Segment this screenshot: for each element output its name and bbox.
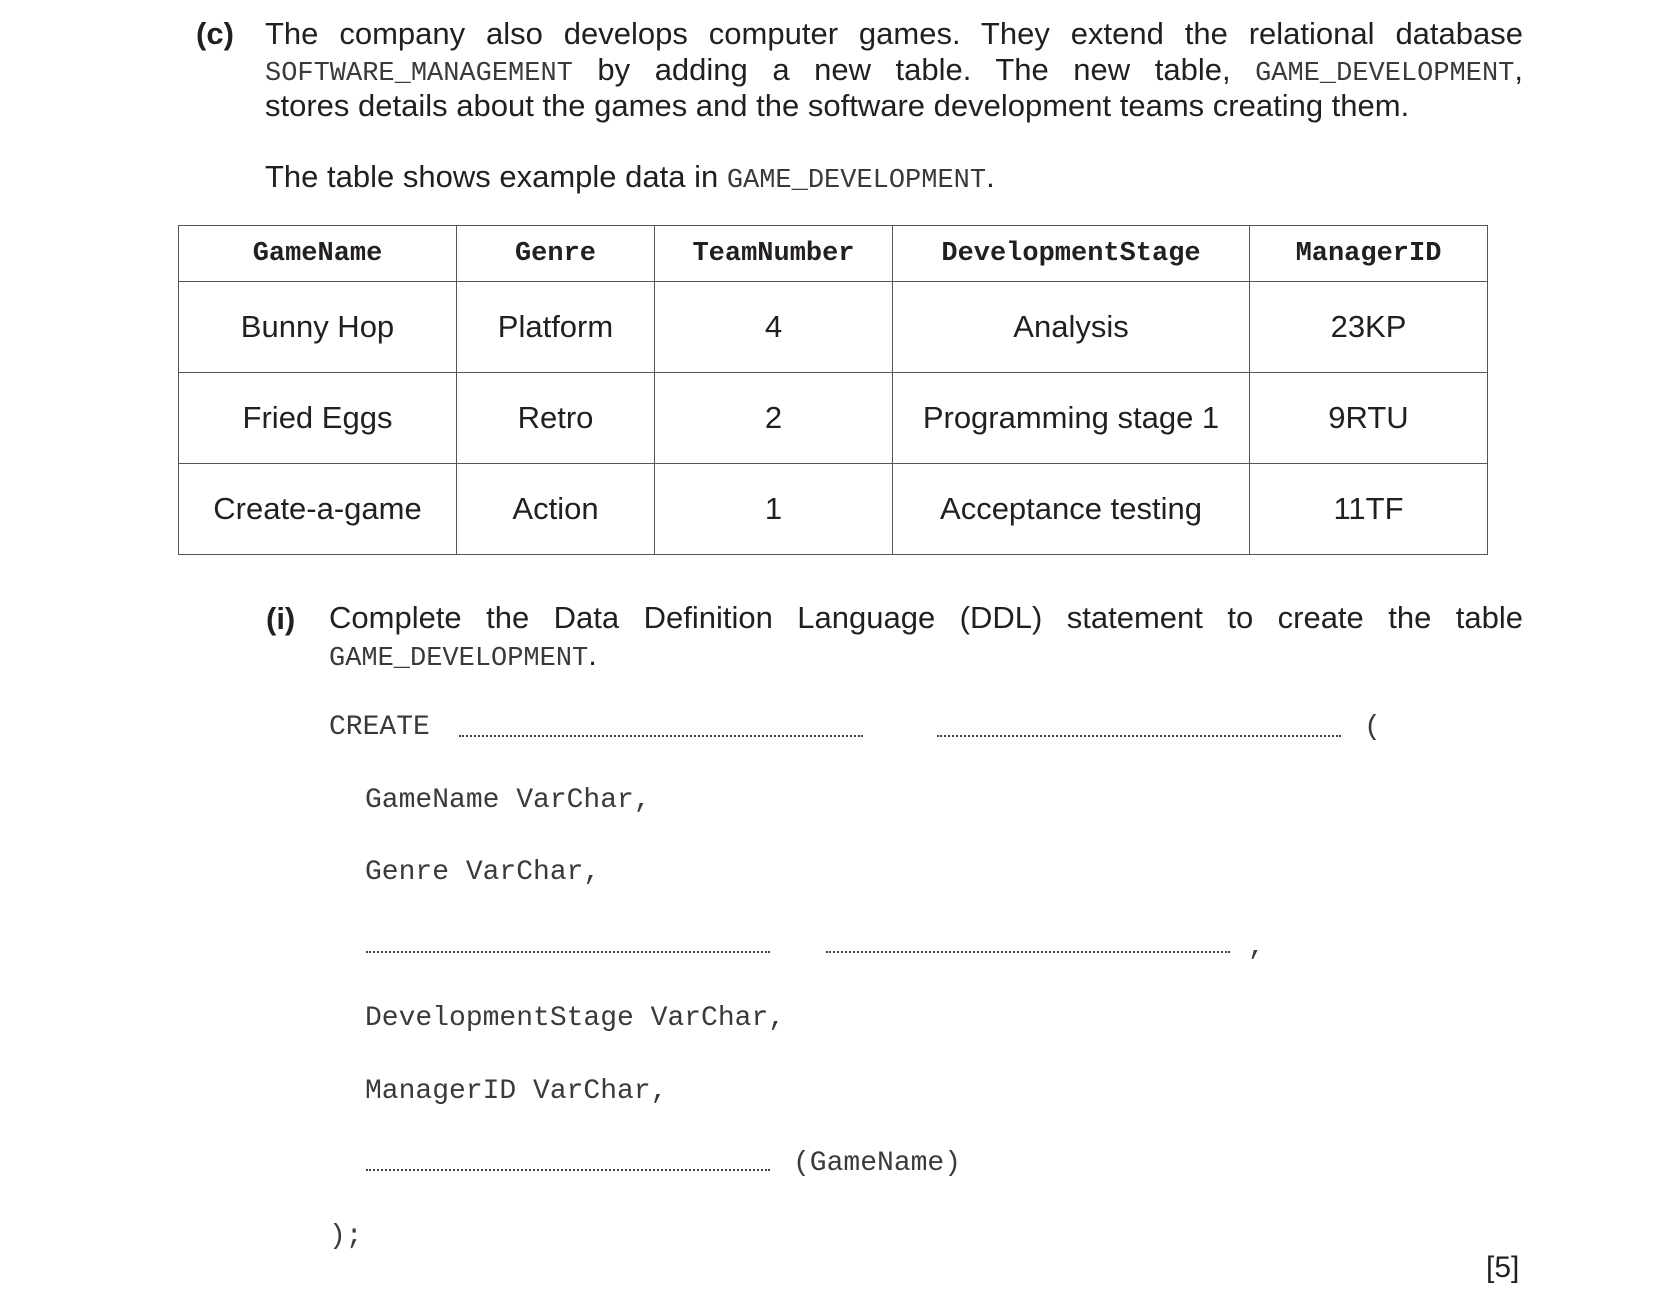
table-cell: Fried Eggs bbox=[179, 373, 457, 464]
table-row bbox=[179, 373, 1488, 464]
table-header-row bbox=[179, 226, 1488, 282]
table-cell: 2 bbox=[655, 373, 893, 464]
ddl-close: ); bbox=[329, 1221, 363, 1252]
table-cell: Bunny Hop bbox=[179, 282, 457, 373]
create-keyword: CREATE bbox=[329, 712, 430, 743]
ddl-line-managerid: ManagerID VarChar, bbox=[365, 1076, 668, 1107]
question-line-1: Complete the Data Definition Language (DDL) statement to create the table bbox=[329, 600, 1523, 635]
table-row bbox=[179, 282, 1488, 373]
ddl-line-developmentstage: DevelopmentStage VarChar, bbox=[365, 1003, 786, 1034]
part-i-question bbox=[329, 600, 1523, 674]
table-cell: Programming stage 1 bbox=[893, 373, 1250, 464]
answer-blank-field-name[interactable] bbox=[366, 951, 770, 953]
table-cell: 1 bbox=[655, 464, 893, 555]
key-suffix: (GameName) bbox=[793, 1148, 962, 1179]
table-cell: 4 bbox=[655, 282, 893, 373]
table-cell: 23KP bbox=[1250, 282, 1488, 373]
paragraph-line-3: stores details about the games and the software development teams creating them. bbox=[265, 88, 1410, 123]
ddl-line-gamename: GameName VarChar, bbox=[365, 785, 651, 816]
table-cell: 9RTU bbox=[1250, 373, 1488, 464]
paragraph-line-2: SOFTWARE_MANAGEMENT by adding a new table. The new table, GAME_DEVELOPMENT, bbox=[265, 52, 1523, 89]
ddl-line-genre: Genre VarChar, bbox=[365, 857, 601, 888]
game-development-table bbox=[178, 225, 1488, 555]
code-game-development: GAME_DEVELOPMENT bbox=[1255, 59, 1515, 89]
table-cell: Action bbox=[457, 464, 655, 555]
paragraph-line-1: The company also develops computer games. They extend the relational database bbox=[265, 16, 1523, 51]
table-cell: Create-a-game bbox=[179, 464, 457, 555]
header-teamnumber: TeamNumber bbox=[655, 226, 893, 282]
code-game-development: GAME_DEVELOPMENT bbox=[726, 166, 987, 196]
question-line-2: GAME_DEVELOPMENT. bbox=[329, 637, 597, 674]
part-i-label: (i) bbox=[266, 601, 296, 636]
table-cell: Platform bbox=[457, 282, 655, 373]
marks: [5] bbox=[1486, 1251, 1520, 1284]
header-gamename: GameName bbox=[179, 226, 457, 282]
table-row bbox=[179, 464, 1488, 555]
answer-blank-field-type[interactable] bbox=[826, 951, 1230, 953]
table-cell: 11TF bbox=[1250, 464, 1488, 555]
open-paren: ( bbox=[1364, 712, 1381, 743]
comma: , bbox=[1248, 932, 1265, 963]
answer-blank-create-1[interactable] bbox=[459, 735, 863, 737]
table-cell: Analysis bbox=[893, 282, 1250, 373]
code-software-management: SOFTWARE_MANAGEMENT bbox=[265, 59, 573, 89]
code-game-development: GAME_DEVELOPMENT bbox=[329, 644, 589, 674]
answer-blank-primary-key[interactable] bbox=[366, 1169, 770, 1171]
table-intro: The table shows example data in GAME_DEVELOPMENT. bbox=[265, 159, 995, 196]
table-cell: Acceptance testing bbox=[893, 464, 1250, 555]
header-genre: Genre bbox=[457, 226, 655, 282]
header-developmentstage: DevelopmentStage bbox=[893, 226, 1250, 282]
part-c-paragraph bbox=[265, 16, 1523, 124]
header-managerid: ManagerID bbox=[1250, 226, 1488, 282]
table-cell: Retro bbox=[457, 373, 655, 464]
answer-blank-create-2[interactable] bbox=[937, 735, 1341, 737]
part-c-label: (c) bbox=[196, 16, 234, 51]
